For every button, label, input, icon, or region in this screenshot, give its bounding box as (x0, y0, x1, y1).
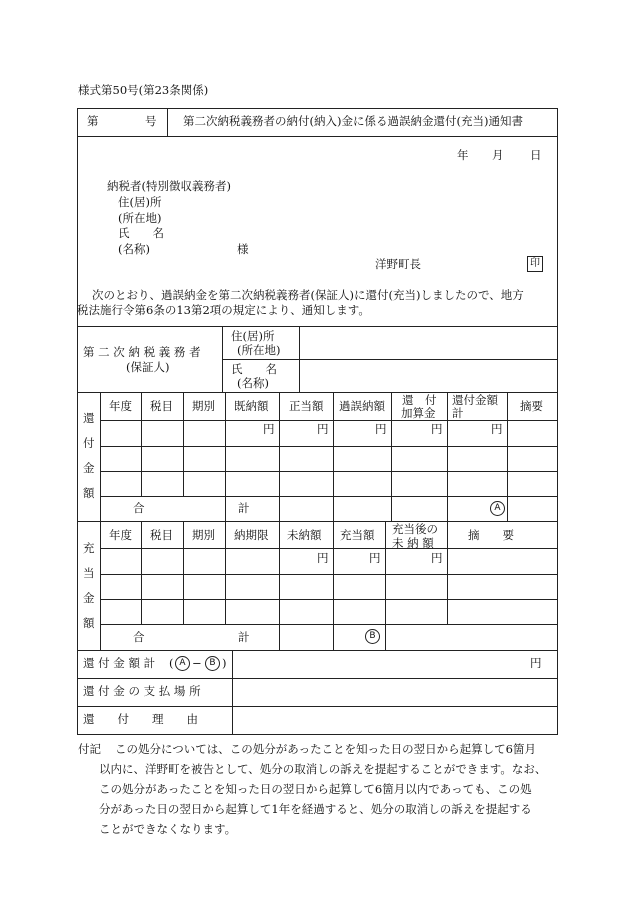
refund-total-left: 合 (133, 501, 145, 515)
note-line-1: この処分については、この処分があったことを知った日の翌日から起算して6箇月 (115, 742, 536, 756)
payment-place-label: 還 付 金 の 支 払 場 所 (83, 684, 201, 698)
addressee-corp-name: (名称) (118, 242, 150, 256)
appropriation-header-unpaid: 未納額 (287, 528, 322, 542)
document-title: 第二次納税義務者の納付(納入)金に係る過誤納金還付(充当)通知書 (183, 114, 523, 128)
note-label: 付記 (78, 742, 101, 756)
note-line-3: この処分があったことを知った日の翌日から起算して6箇月以内であっても、この処 (99, 782, 532, 796)
secondary-name-label: 氏 名 (231, 362, 277, 376)
appropriation-header-after-1: 充当後の (392, 522, 438, 536)
refund-total-paren-close: ) (222, 656, 227, 670)
refund-header-period: 期別 (192, 399, 215, 413)
refund-side-label-2: 付 (83, 436, 95, 450)
appropriation-unit: 円 (317, 551, 329, 565)
refund-header-remarks: 摘要 (520, 399, 543, 413)
appropriation-header-year: 年度 (109, 528, 132, 542)
refund-reason-label: 還 付 理 由 (83, 712, 198, 726)
refund-header-total-1: 還付金額 (452, 393, 498, 407)
appropriation-header-due-date: 納期限 (234, 528, 269, 542)
summary-dash: − (192, 656, 202, 670)
refund-header-paid: 既納額 (234, 399, 269, 413)
secondary-name-sub: (名称) (237, 376, 269, 390)
refund-header-additional-2: 加算金 (401, 406, 436, 420)
addressee-address: 住(居)所 (118, 195, 162, 209)
refund-total-unit: 円 (530, 656, 542, 670)
refund-total-paren-open: ( (169, 656, 174, 670)
body-text-line-2: 税法施行令第6条の13第2項の規定により、通知します。 (77, 303, 370, 317)
appropriation-header-tax-item: 税目 (150, 528, 173, 542)
note-line-4: 分があった日の翌日から起算して1年を経過すると、処分の取消しの訴えを提起する (99, 802, 532, 816)
refund-header-year: 年度 (109, 399, 132, 413)
date-month: 月 (492, 148, 504, 162)
appropriation-side-label-4: 額 (83, 616, 95, 630)
appropriation-side-label-3: 金 (83, 591, 95, 605)
refund-header-overpaid: 過誤納額 (339, 399, 385, 413)
refund-header-tax-item: 税目 (150, 399, 173, 413)
refund-total-label: 還 付 金 額 計 (83, 656, 156, 670)
appropriation-total-left: 合 (133, 630, 145, 644)
appropriation-header-period: 期別 (192, 528, 215, 542)
addressee-location: (所在地) (118, 211, 162, 225)
number-suffix: 号 (145, 114, 157, 128)
refund-unit: 円 (263, 422, 275, 436)
summary-mark-a: A (175, 656, 190, 671)
refund-header-proper: 正当額 (289, 399, 324, 413)
refund-unit: 円 (431, 422, 443, 436)
secondary-address-label: 住(居)所 (231, 329, 275, 343)
summary-mark-b: B (205, 656, 220, 671)
body-text-line-1: 次のとおり、過誤納金を第二次納税義務者(保証人)に還付(充当)しましたので、地方 (92, 288, 524, 302)
appropriation-total-right: 計 (238, 630, 250, 644)
issuer-title: 洋野町長 (375, 257, 421, 271)
seal-mark: 印 (527, 256, 543, 272)
refund-side-label-1: 還 (83, 411, 95, 425)
secondary-address-sub: (所在地) (237, 343, 281, 357)
appropriation-unit: 円 (431, 551, 443, 565)
note-line-5: ことができなくなります。 (99, 822, 237, 836)
refund-header-additional-1: 還 付 (402, 393, 437, 407)
refund-unit: 円 (375, 422, 387, 436)
appropriation-header-remarks: 摘 要 (468, 528, 514, 542)
refund-header-total-2: 計 (452, 406, 464, 420)
refund-mark-a: A (490, 501, 505, 516)
appropriation-mark-b: B (365, 629, 380, 644)
appropriation-header-after-2: 未 納 額 (392, 536, 434, 550)
date-year: 年 (457, 148, 469, 162)
addressee-name: 氏 名 (118, 226, 164, 240)
refund-side-label-4: 額 (83, 486, 95, 500)
secondary-label: 第 二 次 納 税 義 務 者 (83, 345, 201, 359)
refund-unit: 円 (491, 422, 503, 436)
refund-unit: 円 (317, 422, 329, 436)
appropriation-unit: 円 (369, 551, 381, 565)
note-line-2: 以内に、洋野町を被告として、処分の取消しの訴えを提起することができます。なお、 (99, 762, 547, 776)
secondary-sublabel: (保証人) (126, 360, 170, 374)
refund-total-right: 計 (238, 501, 250, 515)
addressee-label: 納税者(特別徴収義務者) (107, 179, 231, 193)
addressee-honorific: 様 (237, 242, 249, 256)
date-day: 日 (530, 148, 542, 162)
appropriation-side-label-2: 当 (83, 566, 95, 580)
appropriation-header-appropriated: 充当額 (340, 528, 375, 542)
number-prefix: 第 (87, 114, 99, 128)
form-label: 様式第50号(第23条関係) (78, 83, 209, 97)
appropriation-side-label-1: 充 (83, 541, 95, 555)
refund-side-label-3: 金 (83, 461, 95, 475)
